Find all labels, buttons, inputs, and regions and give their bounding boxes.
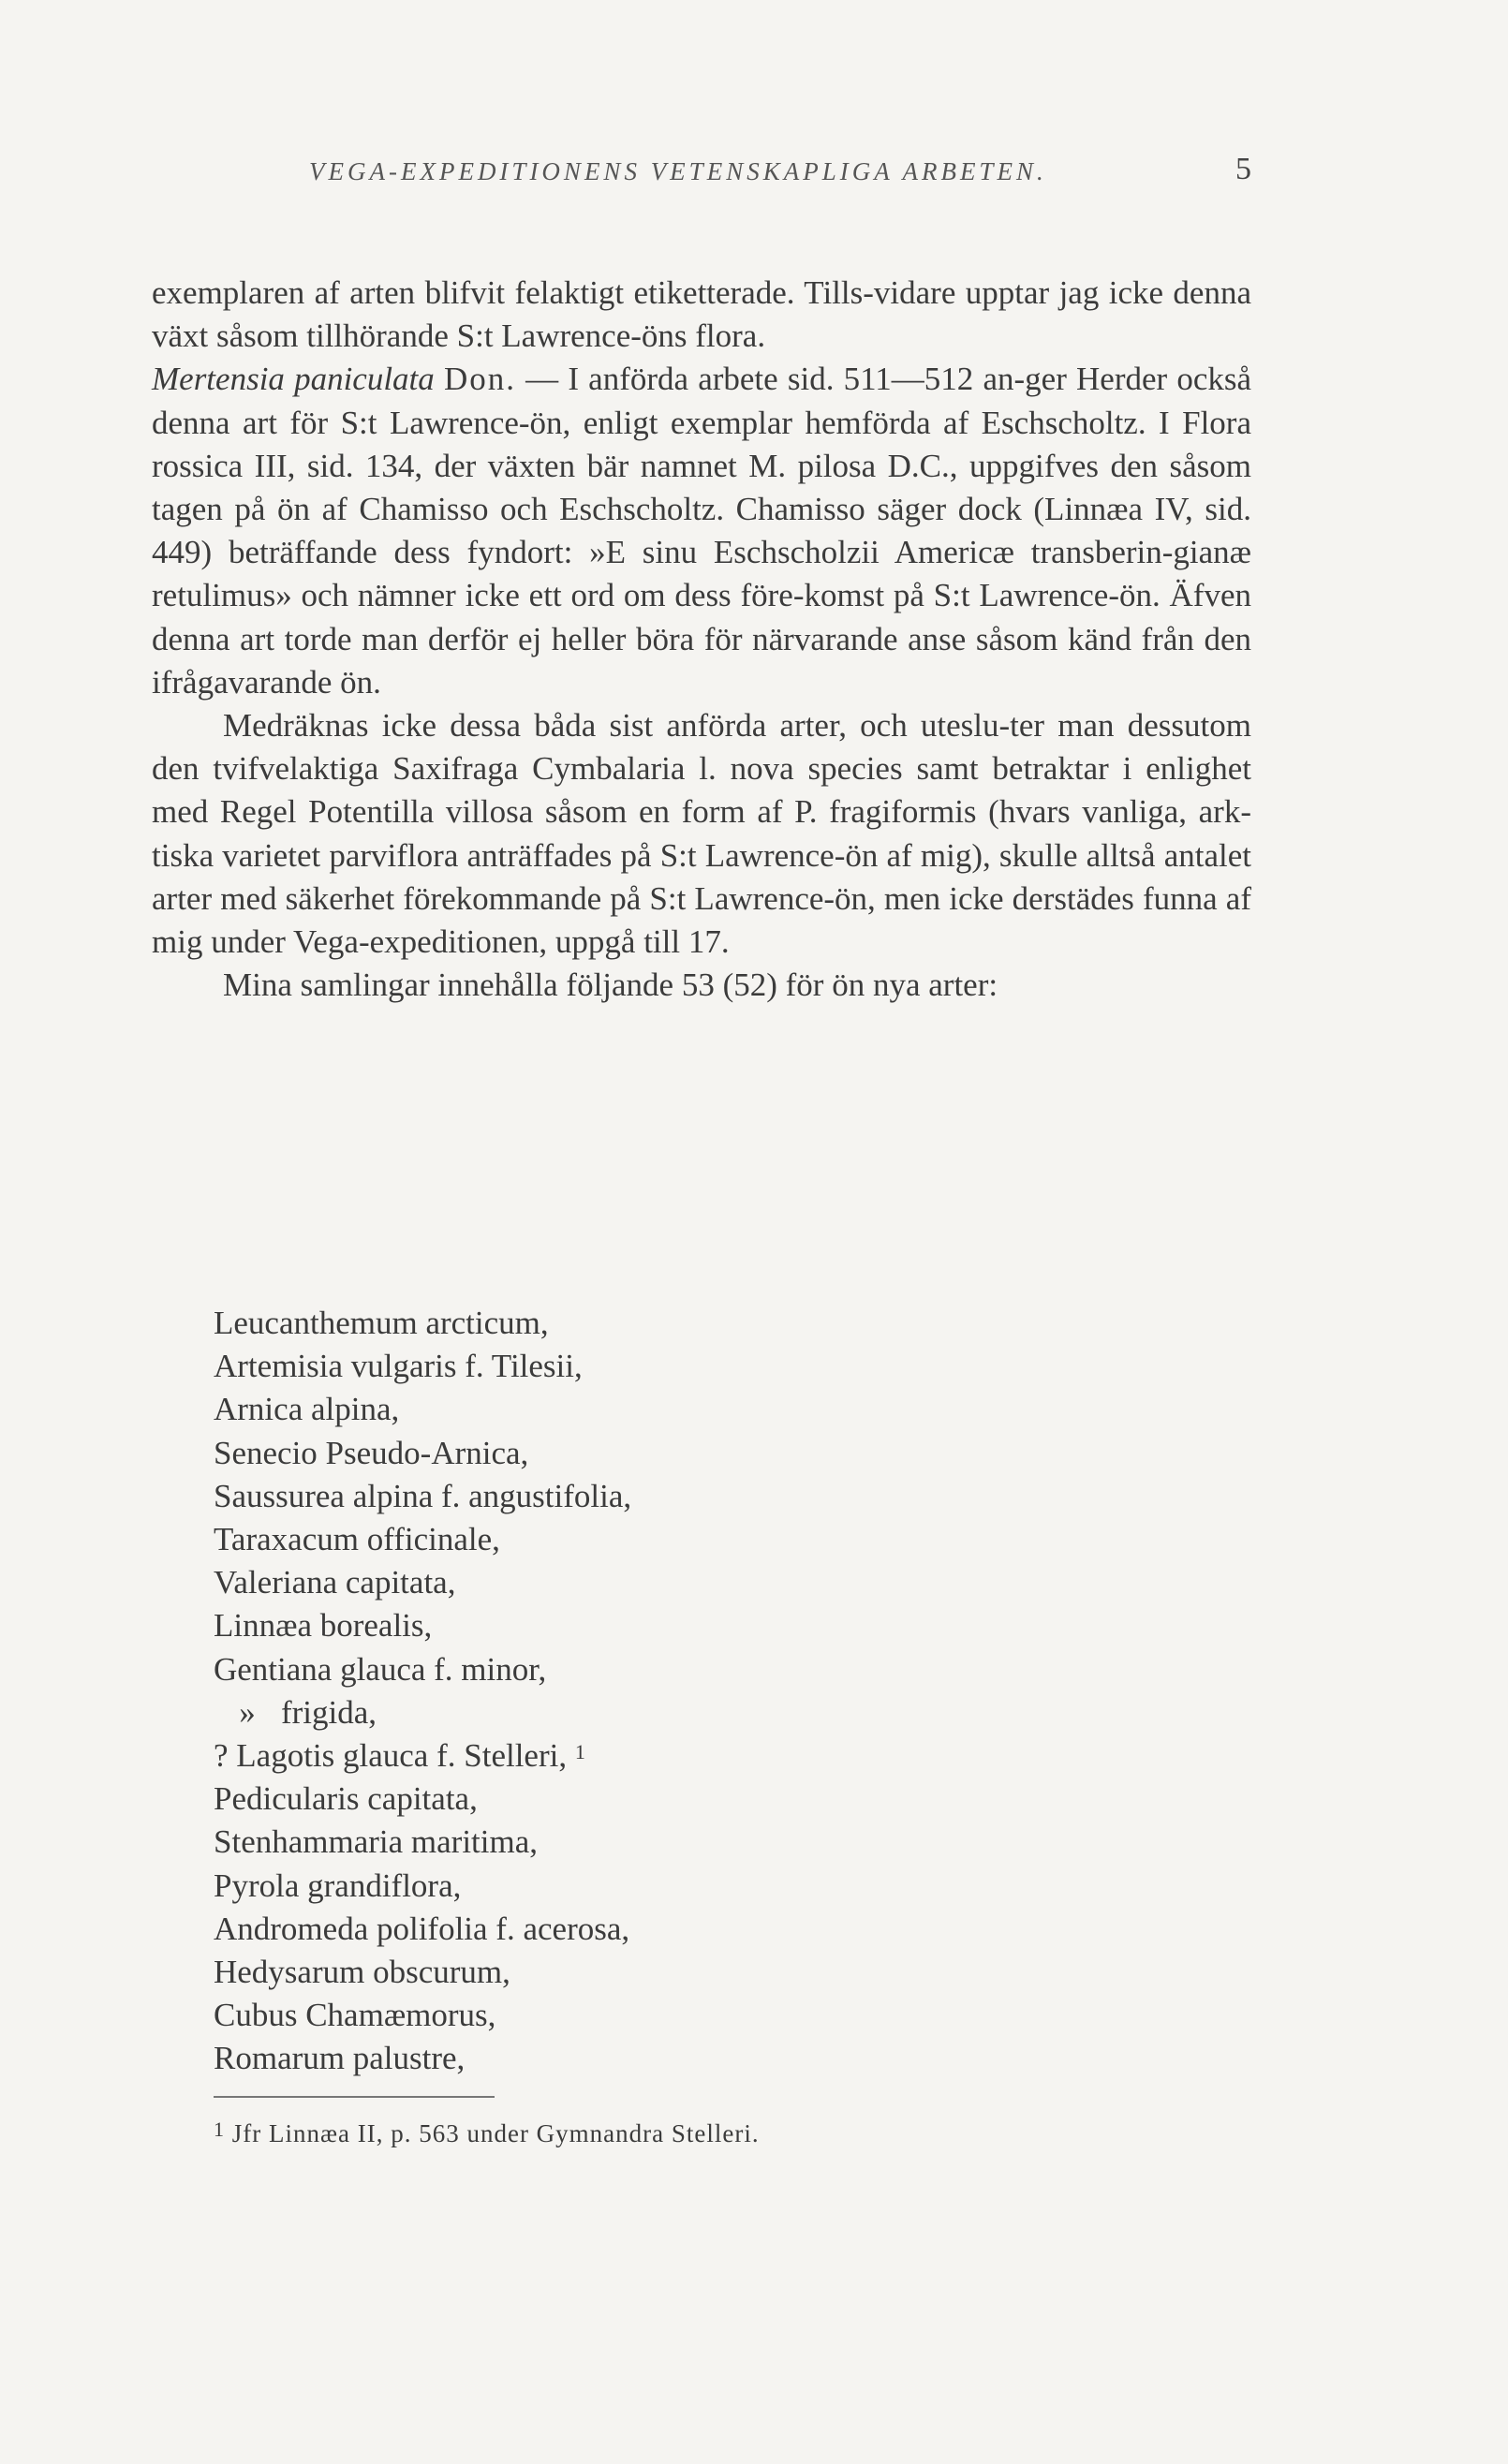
- list-item: Arnica alpina,: [214, 1391, 400, 1428]
- species-list: [214, 1302, 1057, 2081]
- list-item: Linnæa borealis,: [214, 1607, 433, 1645]
- ditto-item-text: frigida,: [281, 1693, 377, 1731]
- species-heading: Mertensia paniculata: [152, 361, 435, 398]
- lagotis-text: ? Lagotis glauca f. Stelleri,: [214, 1737, 568, 1775]
- list-item: Artemisia vulgaris f. Tilesii,: [214, 1348, 583, 1385]
- list-item-ditto: [214, 1691, 1057, 1734]
- list-item: Hedysarum obscurum,: [214, 1954, 510, 1991]
- list-item: Gentiana glauca f. minor,: [214, 1650, 547, 1688]
- footnote-text: Jfr Linnæa II, p. 563 under Gymnandra Stelleri.: [231, 2119, 760, 2147]
- paragraph-4: Mina samlingar innehålla följande 53 (52) för ön nya arter:: [223, 966, 998, 1004]
- list-item: Leucanthemum arcticum,: [214, 1305, 549, 1341]
- list-item: Pyrola grandiflora,: [214, 1866, 462, 1904]
- paragraph-1: exemplaren af arten blifvit felaktigt etiketterade. Tills-vidare upptar jag icke denna växt såsom tillhörande S:t Lawrence-öns flora.: [152, 274, 1251, 355]
- list-item: Pedicularis capitata,: [214, 1780, 478, 1818]
- list-item: Stenhammaria maritima,: [214, 1823, 539, 1861]
- footnote-ref: 1: [574, 1740, 585, 1764]
- list-item: Cubus Chamæmorus,: [214, 1997, 496, 2034]
- list-item-lagotis: [214, 1734, 1057, 1778]
- footnote-divider: [214, 2096, 495, 2098]
- paragraph-2: [152, 358, 1251, 704]
- ditto-mark: »: [239, 1693, 256, 1731]
- footnote-mark: 1: [214, 2117, 225, 2141]
- footnote: [214, 2117, 1244, 2150]
- paragraph-2-text: — I anförda arbete sid. 511—512 an-ger Herder också denna art för S:t Lawrence-ön, enligt exemplar hemförda af Eschscholtz. I Flora rossica III, sid. 134, der växten bär namnet M. pilosa D.C., uppgifves den såsom tagen på ön af Chamisso och Eschscholtz. Chamisso säger dock (Linnæa IV, sid. 449) beträffande dess fyndort: »E sinu Eschscholzii Americæ transberin-gianæ retulimus» och nämner icke ett ord om dess före-komst på S:t Lawrence-ön. Äfven denna art torde man derför ej heller böra för närvarande anse såsom känd från den ifrågavarande ön.: [152, 361, 1252, 701]
- list-item: Valeriana capitata,: [214, 1564, 456, 1601]
- list-item: Senecio Pseudo-Arnica,: [214, 1434, 529, 1471]
- list-item: Andromeda polifolia f. acerosa,: [214, 1910, 630, 1947]
- list-item: Taraxacum officinale,: [214, 1521, 500, 1558]
- species-author: Don.: [443, 361, 516, 398]
- page-number: 5: [1235, 152, 1251, 186]
- list-item: Saussurea alpina f. angustifolia,: [214, 1477, 632, 1514]
- paragraph-3: Medräknas icke dessa båda sist anförda arter, och uteslu-ter man dessutom den tvifvelaktiga Saxifraga Cymbalaria l. nova species samt betraktar i enlighet med Regel Potentilla villosa såsom en form af P. fragiformis (hvars vanliga, ark-tiska varietet parviflora anträffades på S:t Lawrence-ön af mig), skulle alltså antalet arter med säkerhet förekommande på S:t Lawrence-ön, men icke derstädes funna af mig under Vega-expeditionen, uppgå till 17.: [152, 707, 1251, 961]
- body-text: [152, 272, 1251, 1007]
- running-title: VEGA-EXPEDITIONENS VETENSKAPLIGA ARBETEN.: [309, 157, 1047, 185]
- running-header: [309, 152, 1251, 195]
- list-item: Romarum palustre,: [214, 2040, 466, 2077]
